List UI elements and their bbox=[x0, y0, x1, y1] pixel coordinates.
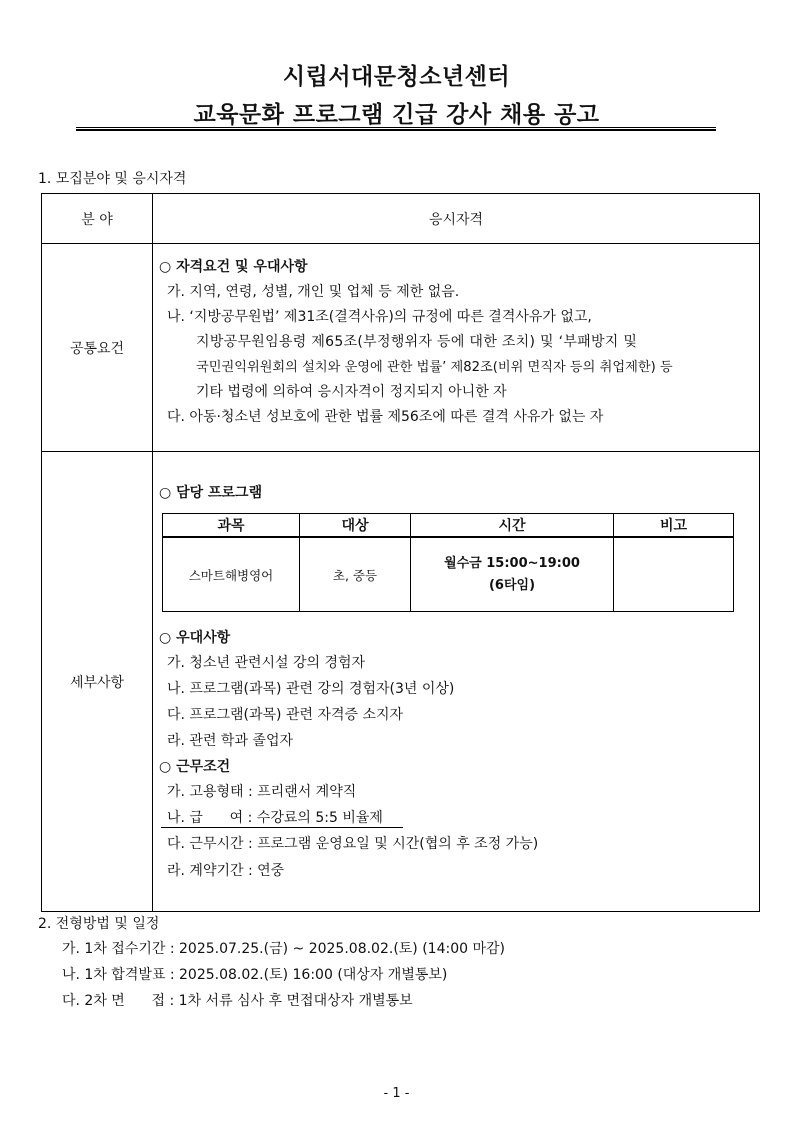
program-table bbox=[162, 513, 734, 612]
header-qualification: 응시자격 bbox=[153, 194, 760, 244]
section2-heading: 2. 전형방법 및 일정 bbox=[38, 916, 160, 932]
section1-heading: 1. 모집분야 및 응시자격 bbox=[38, 171, 187, 187]
work-2: 나. 급 여 : 수강료의 5:5 비율제 bbox=[161, 807, 403, 828]
detail-row bbox=[42, 452, 760, 912]
program-table-header bbox=[163, 514, 734, 538]
work-4: 라. 계약기간 : 연중 bbox=[167, 863, 285, 879]
program-time-line1: 월수금 15:00~19:00 bbox=[444, 555, 580, 571]
title-divider bbox=[76, 127, 716, 131]
program-title: ○ 담당 프로그램 bbox=[159, 485, 263, 501]
common-line-6: 다. 아동·청소년 성보호에 관한 법률 제56조에 따른 결격 사유가 없는 자 bbox=[167, 409, 604, 425]
qualification-table-header bbox=[42, 194, 760, 244]
program-header-subject: 과목 bbox=[163, 514, 300, 538]
document-title-line2: 교육문화 프로그램 긴급 강사 채용 공고 bbox=[193, 102, 600, 128]
common-line-4: 국민권익위원회의 설치와 운영에 관한 법률’ 제82조(비위 면직자 등의 취업제한) 등 bbox=[196, 360, 673, 375]
schedule-item-3: 다. 2차 면 접 : 1차 서류 심사 후 면접대상자 개별통보 bbox=[62, 993, 413, 1009]
work-3: 다. 근무시간 : 프로그램 운영요일 및 시간(협의 후 조정 가능) bbox=[167, 836, 539, 852]
page-number: - 1 - bbox=[383, 1086, 410, 1101]
program-header-target: 대상 bbox=[300, 514, 411, 538]
preference-4: 라. 관련 학과 졸업자 bbox=[167, 733, 293, 749]
preference-2: 나. 프로그램(과목) 관련 강의 경험자(3년 이상) bbox=[167, 681, 455, 697]
program-note bbox=[614, 537, 734, 612]
program-row bbox=[163, 537, 734, 612]
program-subject: 스마트해병영어 bbox=[163, 537, 300, 612]
header-field: 분 야 bbox=[42, 194, 153, 244]
work-1: 가. 고용형태 : 프리랜서 계약직 bbox=[167, 784, 357, 800]
detail-label: 세부사항 bbox=[42, 452, 153, 912]
preference-1: 가. 청소년 관련시설 강의 경험자 bbox=[167, 655, 366, 671]
common-line-3: 지방공무원임용령 제65조(부정행위자 등에 대한 조치) 및 ‘부패방지 및 bbox=[196, 334, 638, 350]
program-header-note: 비고 bbox=[614, 514, 734, 538]
program-target: 초, 중등 bbox=[300, 537, 411, 612]
preference-3: 다. 프로그램(과목) 관련 자격증 소지자 bbox=[167, 707, 404, 723]
detail-content bbox=[153, 452, 760, 912]
schedule-item-1: 가. 1차 접수기간 : 2025.07.25.(금) ~ 2025.08.02.(토) (14:00 마감) bbox=[62, 941, 505, 957]
schedule-item-2: 나. 1차 합격발표 : 2025.08.02.(토) 16:00 (대상자 개별통보) bbox=[62, 967, 448, 983]
common-line-5: 기타 법령에 의하여 응시자격이 정지되지 아니한 자 bbox=[196, 384, 507, 400]
common-title: ○ 자격요건 및 우대사항 bbox=[159, 259, 308, 275]
preference-title: ○ 우대사항 bbox=[159, 630, 231, 646]
common-content bbox=[153, 244, 760, 452]
program-header-time: 시간 bbox=[411, 514, 614, 538]
common-line-2: 나. ‘지방공무원법’ 제31조(결격사유)의 규정에 따른 결격사유가 없고, bbox=[167, 309, 592, 325]
common-label: 공통요건 bbox=[42, 244, 153, 452]
program-time-line2: (6타임) bbox=[488, 577, 536, 593]
document-title-line1: 시립서대문청소년센터 bbox=[282, 64, 511, 90]
qualification-table bbox=[41, 193, 760, 912]
program-time bbox=[411, 537, 614, 612]
common-line-1: 가. 지역, 연령, 성별, 개인 및 업체 등 제한 없음. bbox=[167, 284, 460, 300]
common-requirements-row bbox=[42, 244, 760, 452]
work-title: ○ 근무조건 bbox=[159, 759, 231, 775]
